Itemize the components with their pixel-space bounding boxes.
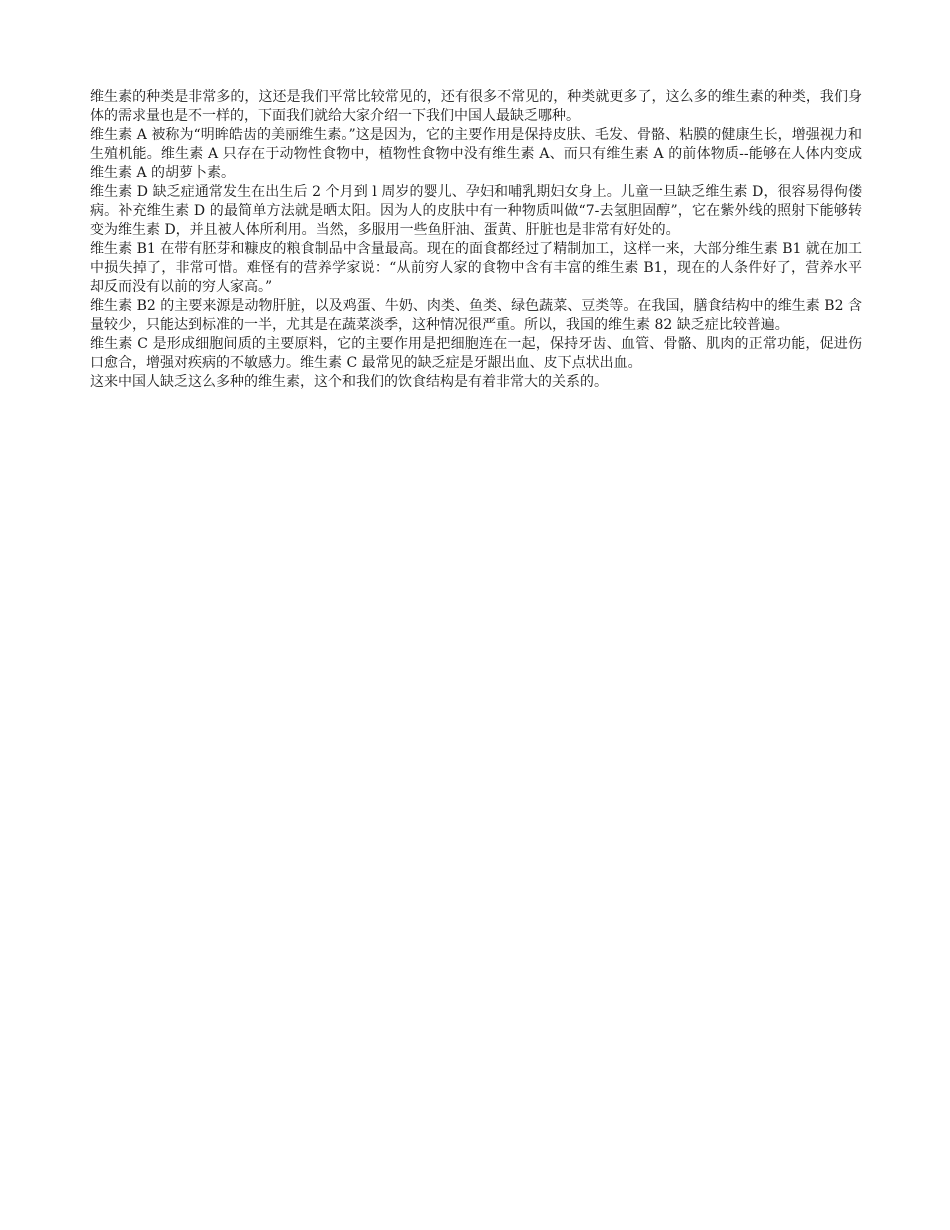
paragraph-vitamin-b2: 维生素 B2 的主要来源是动物肝脏，以及鸡蛋、牛奶、肉类、鱼类、绿色蔬菜、豆类等。在我国，膳食结构中的维生素 B2 含量较少，只能达到标准的一半，尤其是在蔬菜淡季，这种情况很严重。所以，我国的维生素 82 缺乏症比较普遍。 bbox=[90, 298, 862, 333]
paragraph-vitamin-b1: 维生素 B1 在带有胚芽和糠皮的粮食制品中含量最高。现在的面食都经过了精制加工，这样一来，大部分维生素 B1 就在加工中损失掉了，非常可惜。难怪有的营养学家说：“从前穷人家的食物中含有丰富的维生素 B1，现在的人条件好了，营养水平却反而没有以前的穷人家高。” bbox=[90, 241, 862, 295]
paragraph-vitamin-c: 维生素 C 是形成细胞间质的主要原料，它的主要作用是把细胞连在一起，保持牙齿、血管、骨骼、肌肉的正常功能，促进伤口愈合，增强对疾病的不敏感力。维生素 C 最常见的缺乏症是牙龈出血、皮下点状出血。 bbox=[90, 336, 862, 371]
paragraph-conclusion: 这来中国人缺乏这么多种的维生素，这个和我们的饮食结构是有着非常大的关系的。 bbox=[90, 374, 608, 390]
paragraph-intro: 维生素的种类是非常多的，这还是我们平常比较常见的，还有很多不常见的，种类就更多了，这么多的维生素的种类，我们身体的需求量也是不一样的，下面我们就给大家介绍一下我们中国人最缺乏哪种。 bbox=[90, 89, 862, 124]
paragraph-vitamin-a: 维生素 A 被称为“明眸皓齿的美丽维生素。”这是因为，它的主要作用是保持皮肤、毛发、骨骼、粘膜的健康生长，增强视力和生殖机能。维生素 A 只存在于动物性食物中，植物性食物中没有维生素 A、而只有维生素 A 的前体物质--能够在人体内变成维生素 A 的胡萝卜素。 bbox=[90, 127, 862, 181]
document-body bbox=[90, 88, 862, 392]
paragraph-vitamin-d: 维生素 D 缺乏症通常发生在出生后 2 个月到 l 周岁的婴儿、孕妇和哺乳期妇女身上。儿童一旦缺乏维生素 D，很容易得佝偻病。补充维生素 D 的最简单方法就是晒太阳。因为人的皮肤中有一种物质叫做“7-去氢胆固醇”，它在紫外线的照射下能够转变为维生素 D，并且被人体所利用。当然，多服用一些鱼肝油、蛋黄、肝脏也是非常有好处的。 bbox=[90, 184, 862, 238]
